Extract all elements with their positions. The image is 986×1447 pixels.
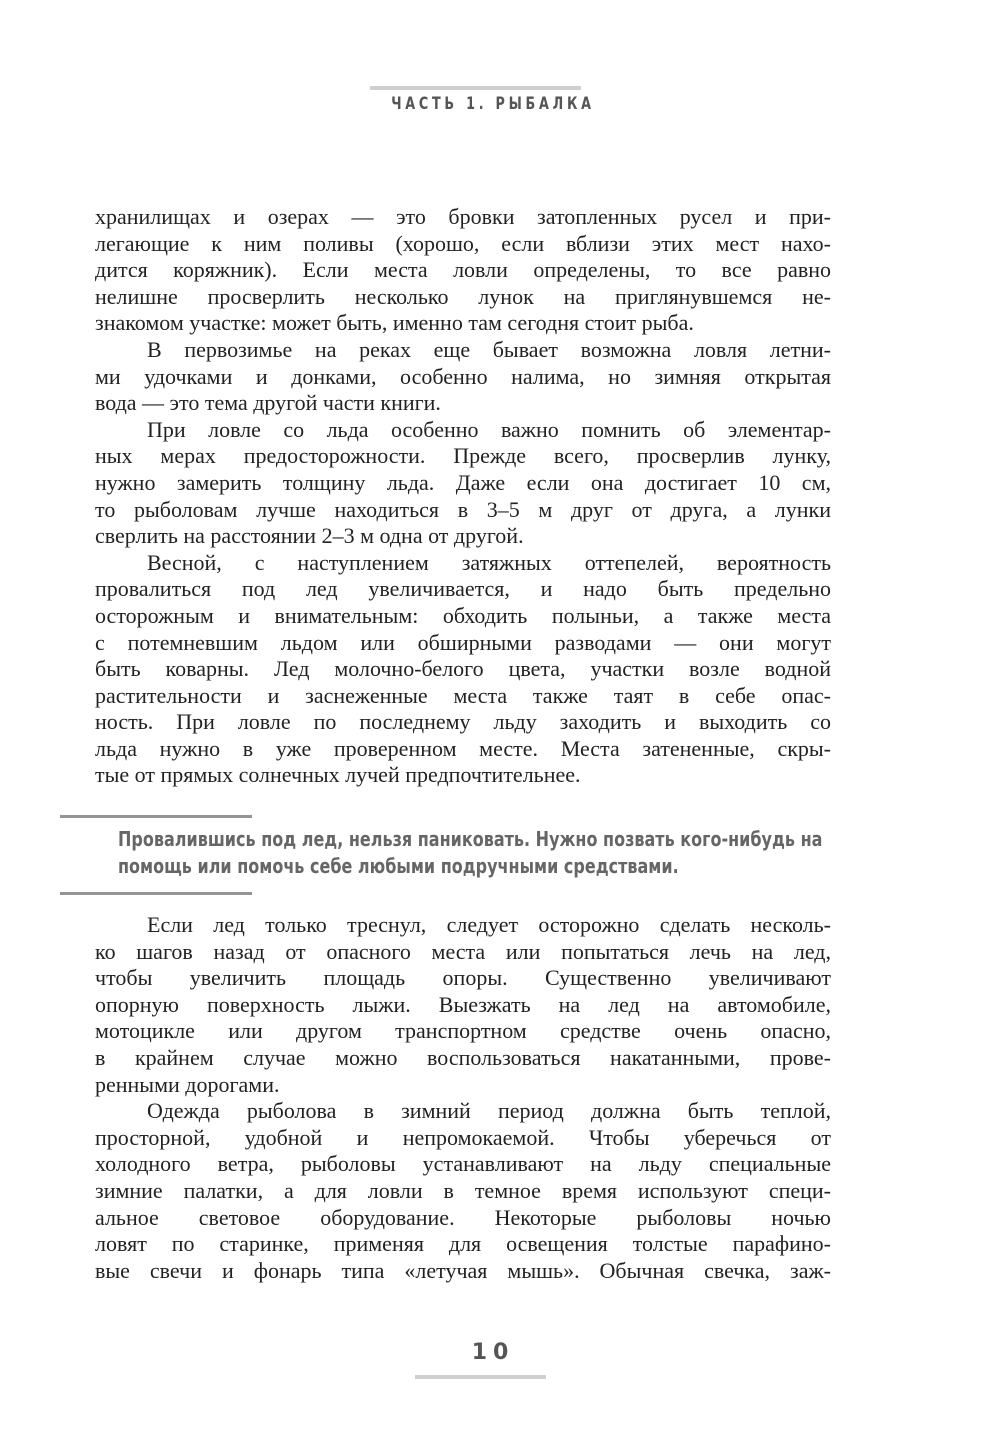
text-line: просторной, удобной и непромокаемой. Чтобы уберечься от — [95, 1124, 831, 1150]
text-line: провалиться под лед увеличивается, и надо быть предельно — [95, 576, 831, 602]
text-line: хранилищах и озерах — это бровки затопленных русел и при- — [95, 204, 831, 229]
text-line: легающие к ним поливы (хорошо, если вблизи этих мест нахо- — [95, 230, 831, 256]
text-line: Весной, с наступлением затяжных оттепелей, вероятность — [147, 549, 831, 575]
text-line: быть коварны. Лед молочно-белого цвета, участки возле водной — [95, 656, 831, 682]
running-head: ЧАСТЬ 1. РЫБАЛКА — [391, 94, 595, 114]
text-line: ность. При ловле по последнему льду заходить и выходить со — [95, 709, 831, 735]
text-line: вые свечи и фонарь типа «летучая мышь». Обычная свечка, заж- — [95, 1257, 831, 1283]
callout-top-rule — [60, 815, 252, 818]
text-line: холодного ветра, рыболовы устанавливают на льду специальные — [95, 1151, 831, 1177]
text-line: в крайнем случае можно воспользоваться накатанными, прове- — [95, 1044, 831, 1070]
callout-bottom-rule — [60, 892, 252, 895]
text-line: тые от прямых солнечных лучей предпочтительнее. — [95, 762, 581, 788]
text-line: нужно замерить толщину льда. Даже если она достигает 10 см, — [95, 469, 831, 495]
text-line: При ловле со льда особенно важно помнить об элементар- — [147, 416, 831, 442]
text-line: с потемневшим льдом или обширными разводами — они могут — [95, 629, 831, 655]
text-line: зимние палатки, а для ловли в темное время используют специ- — [95, 1177, 831, 1203]
text-line: растительности и заснеженные места также таят в себе опас- — [95, 682, 831, 708]
callout-line: помощь или помочь себе любыми подручными средствами. — [118, 854, 679, 878]
text-line: чтобы увеличить площадь опоры. Существенно увеличивают — [95, 965, 831, 991]
text-line: ко шагов назад от опасного места или попытаться лечь на лед, — [95, 938, 831, 964]
text-line: льда нужно в уже проверенном месте. Места затененные, скры- — [95, 735, 831, 761]
header-rule — [370, 86, 581, 90]
text-line: сверлить на расстоянии 2–3 м одна от другой. — [95, 523, 524, 549]
text-line: опорную поверхность лыжи. Выезжать на лед на автомобиле, — [95, 991, 831, 1017]
text-line: мотоцикле или другом транспортном средстве очень опасно, — [95, 1018, 831, 1044]
text-line: ренными дорогами. — [95, 1071, 280, 1097]
text-line: ми удочками и донками, особенно налима, но зимняя открытая — [95, 363, 831, 389]
body-text-bottom — [95, 912, 831, 1284]
text-line: вода — это тема другой части книги. — [95, 390, 441, 416]
text-line: нелишне просверлить несколько лунок на приглянувшемся не- — [95, 283, 831, 309]
text-line: то рыболовам лучше находиться в 3–5 м друг от друга, а лунки — [95, 496, 831, 522]
text-line: альное световое оборудование. Некоторые рыболовы ночью — [95, 1204, 831, 1230]
text-line: ловят по старинке, применяя для освещения толстые парафино- — [95, 1231, 831, 1257]
page-number: 10 — [471, 1340, 515, 1365]
text-line: дится коряжник). Если места ловли определены, то все равно — [95, 257, 831, 283]
callout-quote — [118, 826, 838, 880]
text-line: знакомом участке: может быть, именно там сегодня стоит рыба. — [95, 310, 694, 336]
text-line: В первозимье на реках еще бывает возможна ловля летни- — [147, 336, 831, 362]
text-line: ных мерах предосторожности. Прежде всего, просверлив лунку, — [95, 443, 831, 469]
text-line: Если лед только треснул, следует осторожно сделать несколь- — [147, 912, 831, 937]
callout-line: Провалившись под лед, нельзя паниковать. Нужно позвать кого-нибудь на — [118, 827, 823, 851]
footer-rule — [415, 1375, 546, 1379]
body-text-top — [95, 204, 831, 789]
text-line: осторожным и внимательным: обходить полыньи, а также места — [95, 602, 831, 628]
text-line: Одежда рыболова в зимний период должна быть теплой, — [147, 1098, 831, 1124]
